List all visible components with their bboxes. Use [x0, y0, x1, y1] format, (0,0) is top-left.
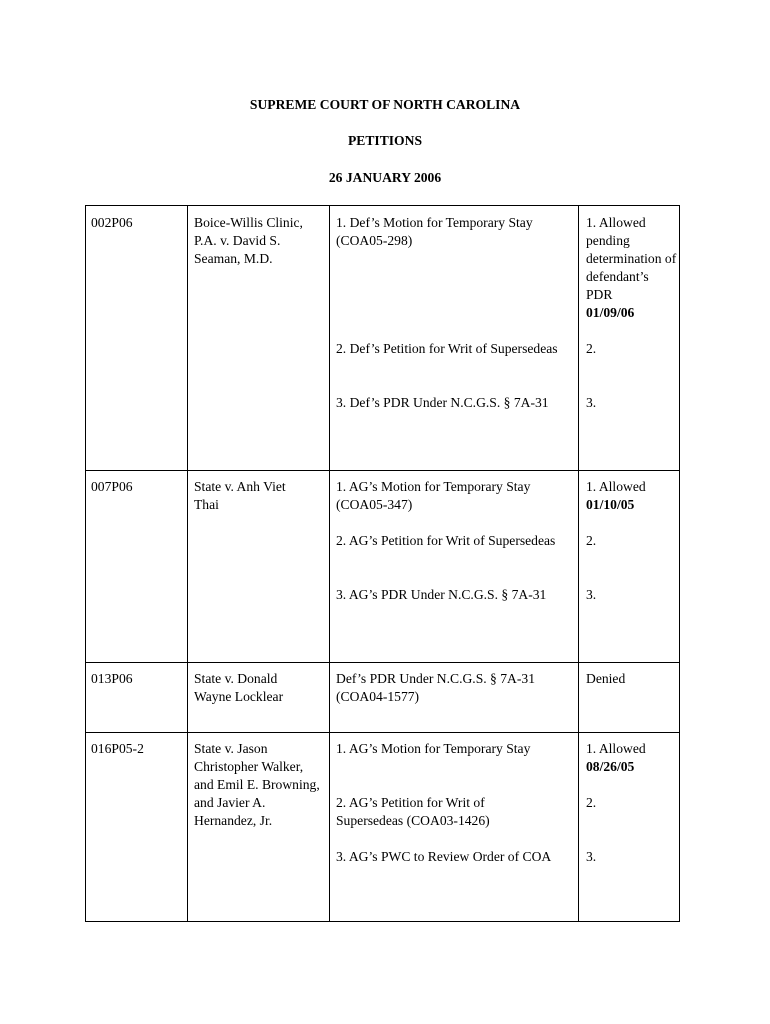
disposition-text: 3.: [586, 587, 597, 602]
motion-text: 2. AG’s Petition for Writ of Supersedeas: [336, 533, 556, 548]
motion-text: Def’s PDR Under N.C.G.S. § 7A-31 (COA04-1577): [336, 671, 535, 704]
disposition-text: 3.: [586, 849, 597, 864]
section-title: PETITIONS: [347, 133, 423, 148]
case-name: Boice-Willis Clinic, P.A. v. David S. Seaman, M.D.: [194, 215, 303, 266]
column-divider: [578, 206, 579, 921]
motion-text: 1. Def’s Motion for Temporary Stay (COA05-298): [336, 215, 533, 248]
disposition-text: 2.: [586, 795, 597, 810]
disposition-text: 1. Allowed: [586, 741, 646, 756]
disposition-date: 01/09/06: [586, 305, 635, 320]
row-divider: [86, 732, 679, 733]
disposition-text: 1. Allowed: [586, 479, 646, 494]
disposition-text: 1. Allowed pending determination of defendant’s PDR: [586, 215, 677, 302]
motion-text: 3. AG’s PDR Under N.C.G.S. § 7A-31: [336, 587, 547, 602]
row-divider: [86, 662, 679, 663]
disposition-date: 08/26/05: [586, 759, 635, 774]
case-name: State v. Anh Viet Thai: [194, 479, 286, 512]
column-divider: [187, 206, 188, 921]
motion-text: 2. AG’s Petition for Writ of Supersedeas (COA03-1426): [336, 795, 490, 828]
motion-text: 2. Def’s Petition for Writ of Supersedeas: [336, 341, 558, 356]
motion-text: 1. AG’s Motion for Temporary Stay: [336, 741, 531, 756]
docket-number: 016P05-2: [91, 741, 144, 756]
court-title: SUPREME COURT OF NORTH CAROLINA: [249, 97, 521, 112]
disposition-text: 2.: [586, 533, 597, 548]
disposition-text: 3.: [586, 395, 597, 410]
petitions-table: [85, 205, 680, 922]
column-divider: [329, 206, 330, 921]
docket-number: 002P06: [91, 215, 133, 230]
date-heading: 26 JANUARY 2006: [328, 170, 442, 185]
docket-number: 007P06: [91, 479, 133, 494]
case-name: State v. Donald Wayne Locklear: [194, 671, 284, 704]
motion-text: 3. AG’s PWC to Review Order of COA: [336, 849, 552, 864]
disposition-text: Denied: [586, 671, 626, 686]
disposition-date: 01/10/05: [586, 497, 635, 512]
motion-text: 3. Def’s PDR Under N.C.G.S. § 7A-31: [336, 395, 549, 410]
motion-text: 1. AG’s Motion for Temporary Stay (COA05-347): [336, 479, 531, 512]
docket-number: 013P06: [91, 671, 133, 686]
case-name: State v. Jason Christopher Walker, and Emil E. Browning, and Javier A. Hernandez, Jr.: [194, 741, 320, 828]
disposition-text: 2.: [586, 341, 597, 356]
row-divider: [86, 470, 679, 471]
